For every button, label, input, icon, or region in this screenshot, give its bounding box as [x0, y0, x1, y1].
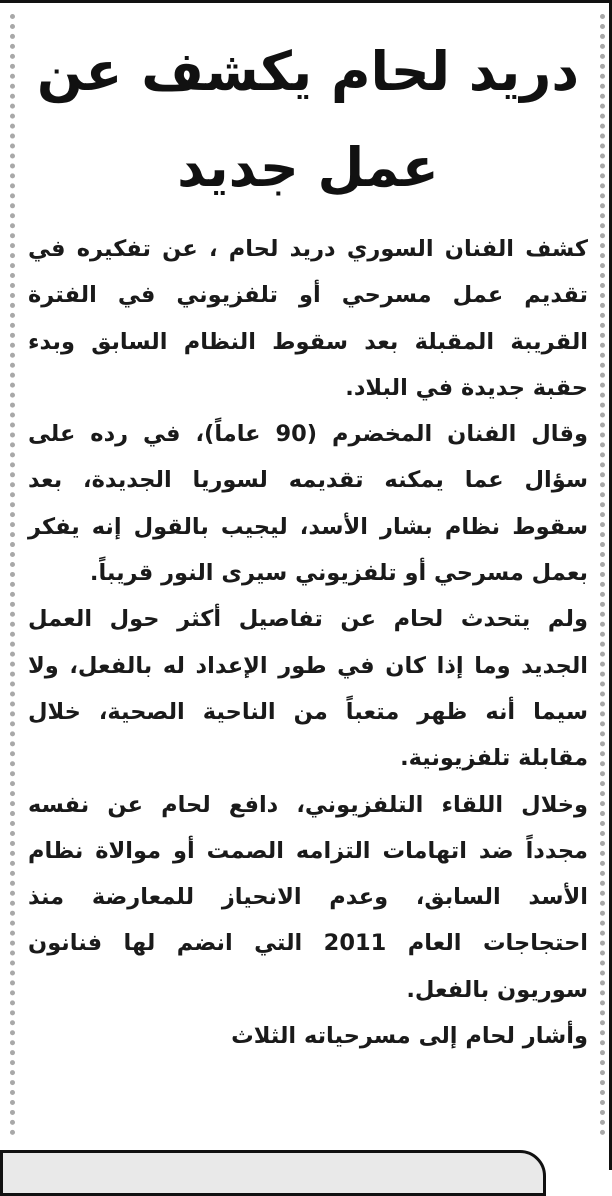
news-article [28, 24, 588, 1059]
right-dotted-border [600, 14, 605, 1136]
article-paragraph-1: كشف الفنان السوري دريد لحام ، عن تفكيره في تقديم عمل مسرحي أو تلفزيوني في الفترة القريبة المقبلة بعد سقوط النظام السابق وبدء حقبة جديدة في البلاد. [28, 236, 588, 401]
article-paragraph-2: وقال الفنان المخضرم (90 عاماً)، في رده على سؤال عما يمكنه تقديمه لسوريا الجديدة، بعد سقوط نظام بشار الأسد، ليجيب بالقول إنه يفكر بعمل مسرحي أو تلفزيوني سيرى النور قريباً. [28, 421, 588, 587]
article-paragraph-4: وخلال اللقاء التلفزيوني، دافع لحام عن نفسه مجدداً ضد اتهامات التزامه الصمت أو موالاة نظام الأسد السابق، وعدم الانحياز للمعارضة منذ احتجاجات العام 2011 التي انضم لها فنانون سوريون بالفعل. [28, 791, 588, 1003]
article-paragraph-5: وأشار لحام إلى مسرحياته الثلاث [231, 1023, 588, 1050]
article-paragraph-3: ولم يتحدث لحام عن تفاصيل أكثر حول العمل الجديد وما إذا كان في طور الإعداد له بالفعل، ولا سيما أنه ظهر متعباً من الناحية الصحية، خلال مقابلة تلفزيونية. [28, 606, 588, 772]
top-border-rule [0, 0, 612, 3]
article-headline: دريد لحام يكشف عن عمل جديد [36, 40, 580, 199]
left-dotted-border [10, 14, 15, 1136]
next-section-box [0, 1150, 546, 1196]
